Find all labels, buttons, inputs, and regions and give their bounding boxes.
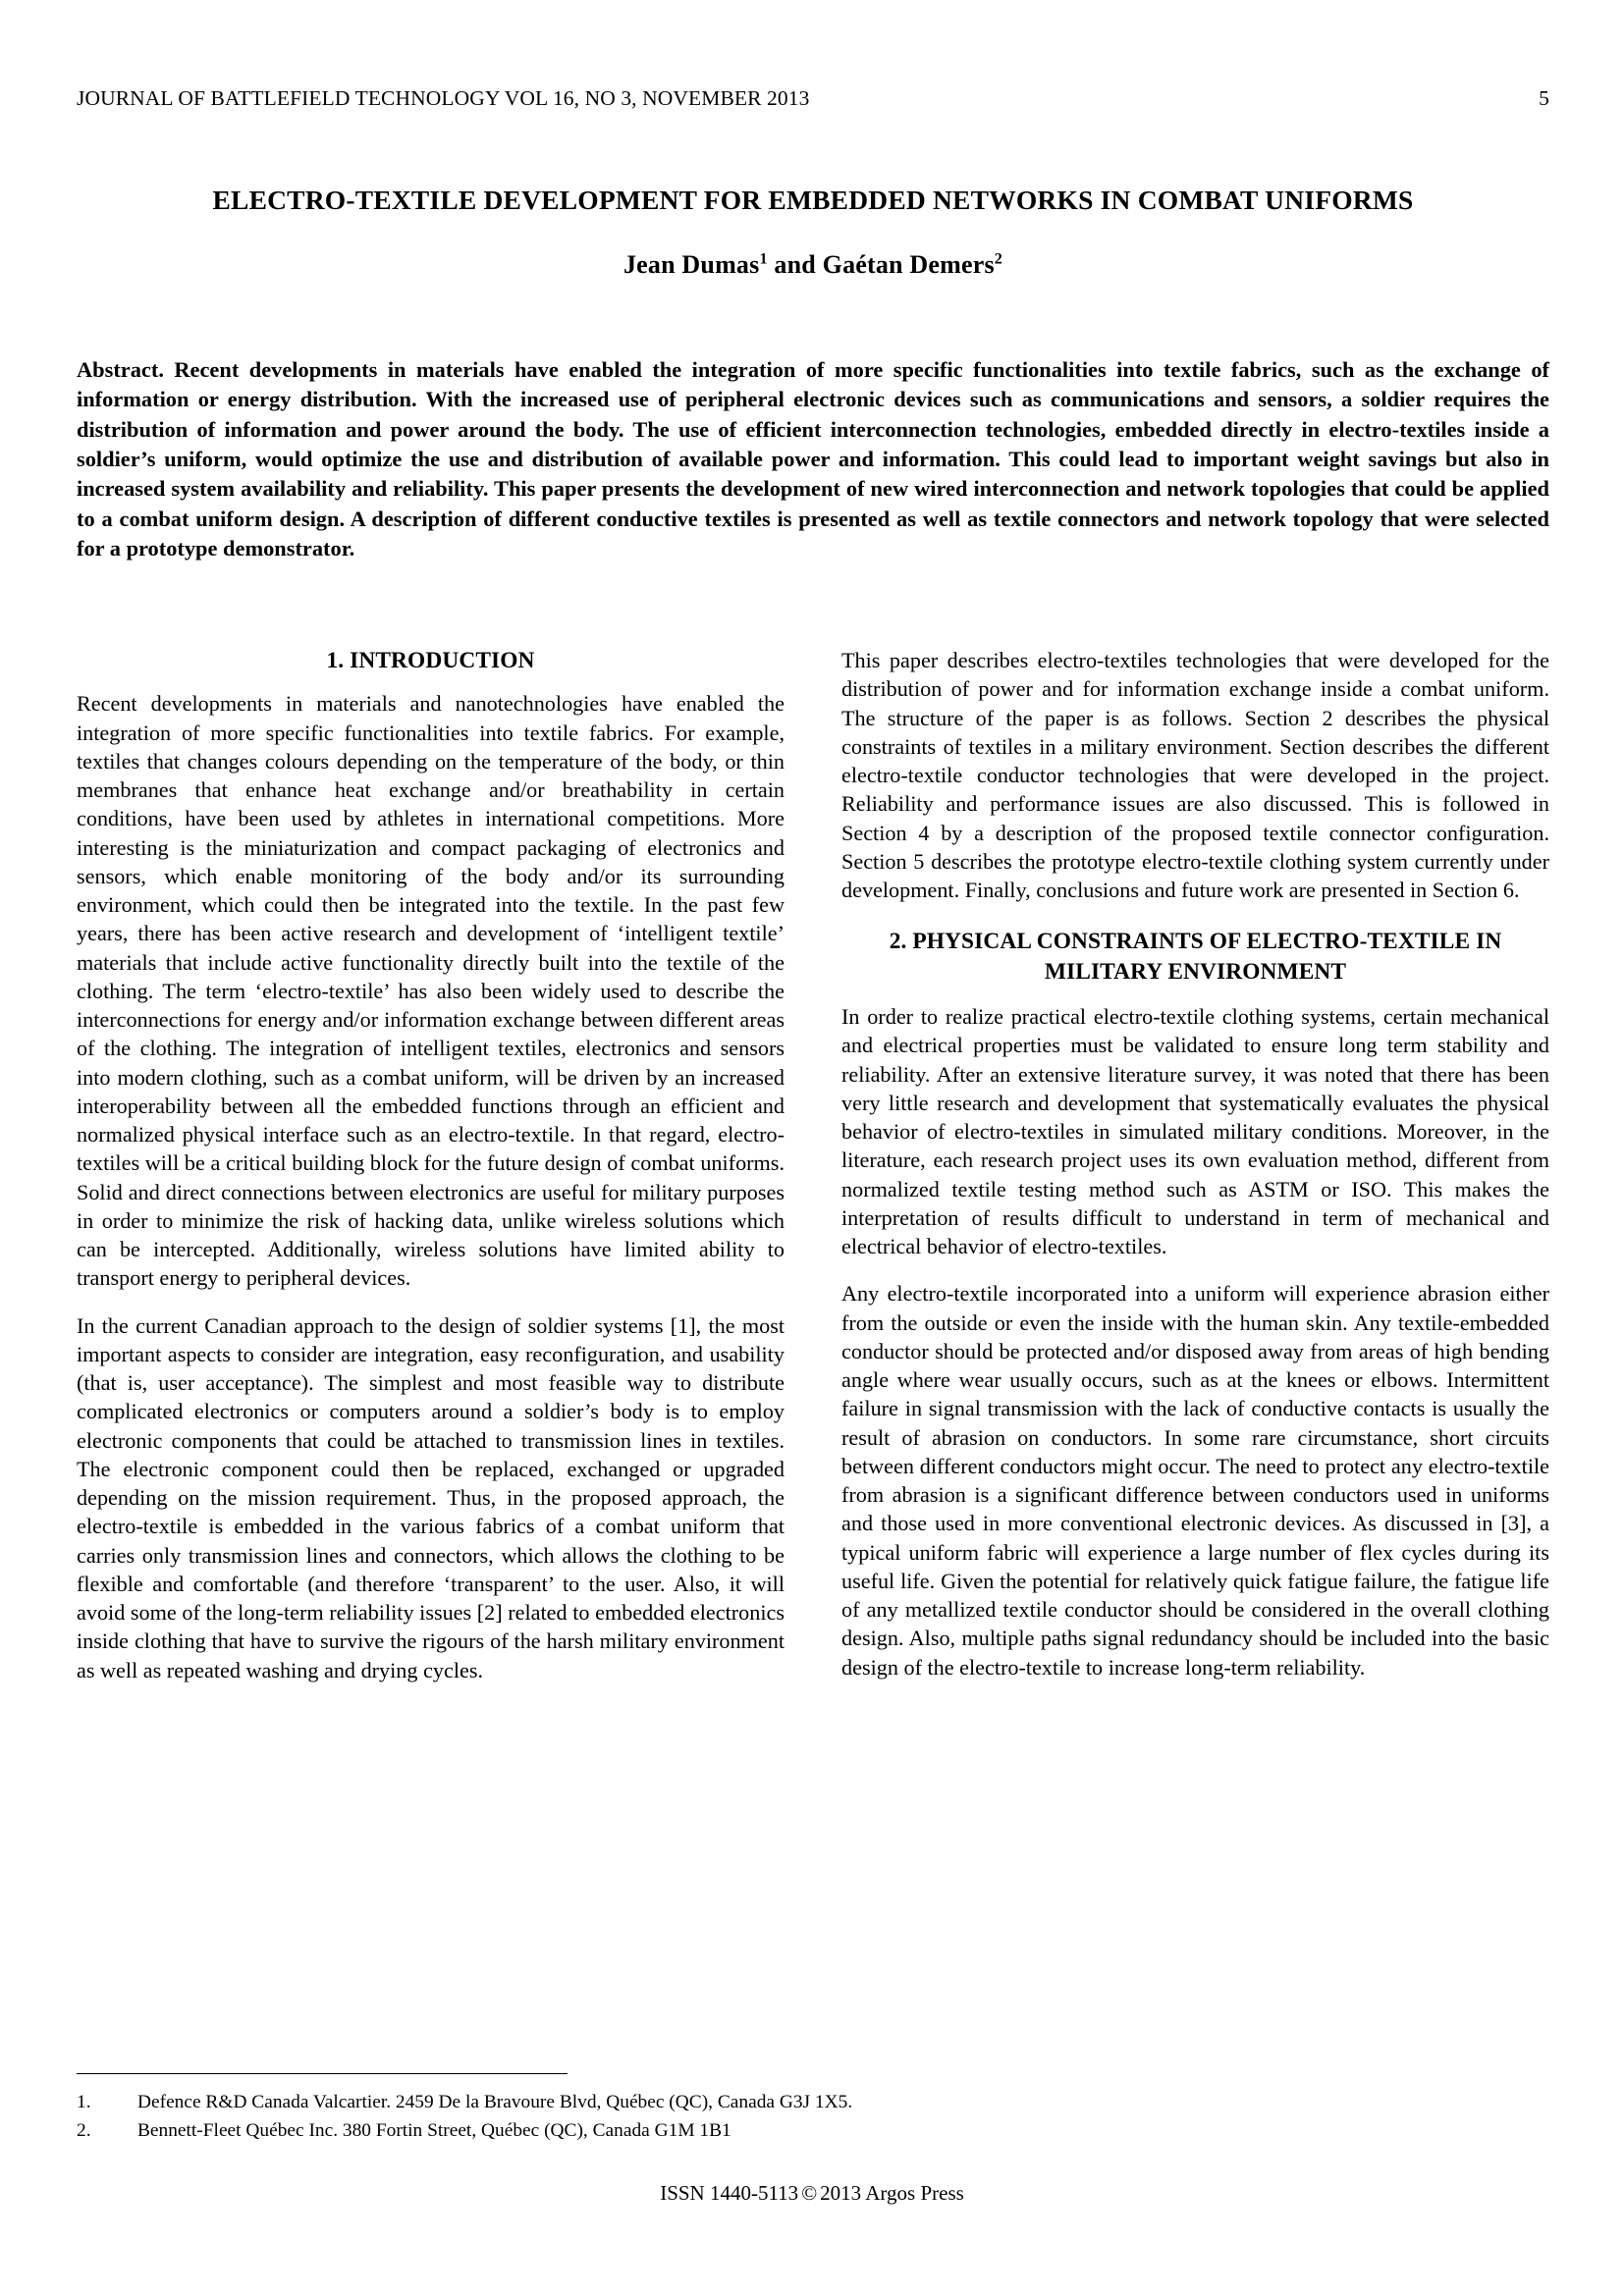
body-paragraph: In order to realize practical electro-textile clothing systems, certain mechanical and electrical properties must be validated to ensure long term stability and reliability. After an extensive literature survey, it was noted that there has been very little research and development that systematically evaluates the physical behavior of electro-textiles in simulated military conditions. Moreover, in the literature, each research project uses its own evaluation method, different from normalized textile testing method such as ASTM or ISO. This makes the interpretation of results difficult to understand in term of mechanical and electrical behavior of electro-textiles.: [841, 1004, 1549, 1259]
footnote-text: Defence R&D Canada Valcartier. 2459 De la Bravoure Blvd, Québec (QC), Canada G3J 1X5.: [137, 2092, 853, 2112]
copyright-icon: ©: [801, 2181, 818, 2205]
footnote-item: [77, 2089, 1549, 2117]
section-heading-physical-constraints: 2. PHYSICAL CONSTRAINTS OF ELECTRO-TEXTILE IN MILITARY ENVIRONMENT: [889, 929, 1502, 985]
title-block: [77, 183, 1549, 280]
body-columns: [77, 646, 1549, 2040]
footnote-separator: [77, 2073, 568, 2074]
author-conjunction: and: [767, 250, 823, 280]
running-head: [77, 86, 1549, 111]
page-footer: [0, 2181, 1624, 2206]
author-affiliation-marker-2: 2: [994, 250, 1003, 268]
author-name-2: Gaétan Demers: [822, 250, 995, 280]
issn-text: ISSN 1440-5113: [660, 2181, 799, 2205]
footnote-text: Bennett-Fleet Québec Inc. 380 Fortin Street, Québec (QC), Canada G1M 1B1: [137, 2119, 731, 2141]
body-paragraph: In the current Canadian approach to the design of soldier systems [1], the most important aspects to consider are integration, easy reconfiguration, and usability (that is, user acceptance). The simplest and most feasible way to distribute complicated electronics or computers around a soldier’s body is to employ electronic components that could be attached to transmission lines in textiles. The electronic component could then be replaced, exchanged or upgraded depending on the mission requirement. Thus, in the proposed approach, the electro-textile is embedded in the various fabrics of a combat uniform that carries only transmission lines and connectors, which allows the clothing to be flexible and comfortable (and therefore ‘transparent’ to the user. Also, it will avoid some of the long-term reliability issues [2] related to embedded electronics inside clothing that have to survive the rigours of the harsh military environment as well as repeated washing and drying cycles.: [77, 1312, 785, 1682]
author-name-1: Jean Dumas: [623, 250, 760, 280]
author-list: [77, 250, 1549, 280]
page-title: ELECTRO-TEXTILE DEVELOPMENT FOR EMBEDDED NETWORKS IN COMBAT UNIFORMS: [212, 185, 1414, 215]
body-paragraph: This paper describes electro-textiles technologies that were developed for the distribution of power and for information exchange inside a combat uniform. The structure of the paper is as follows. Section 2 describes the physical constraints of textiles in a military environment. Section describes the different electro-textile conductor technologies that were developed in the project. Reliability and performance issues are also discussed. This is followed in Section 4 by a description of the proposed textile connector configuration. Section 5 describes the prototype electro-textile clothing system currently under development. Finally, conclusions and future work are presented in Section 6.: [841, 648, 1549, 902]
author-affiliation-marker-1: 1: [759, 250, 768, 268]
publisher-text: 2013 Argos Press: [820, 2181, 964, 2205]
body-paragraph: Any electro-textile incorporated into a uniform will experience abrasion either from the outside or even the inside with the human skin. Any textile-embedded conductor should be protected and/or disposed away from areas of high bending angle where wear usually occurs, such as at the knees or elbows. Intermittent failure in signal transmission with the lack of conductive contacts is usually the result of abrasion on conductors. In some rare circumstance, short circuits between different conductors might occur. The need to protect any electro-textile from abrasion is a significant difference between conductors used in uniforms and those used in more conventional electronic devices. As discussed in [3], a typical uniform fabric will experience a large number of flex cycles during its useful life. Given the potential for relatively quick fatigue failure, the fatigue life of any metallized textile conductor should be considered in the overall clothing design. Also, multiple paths signal redundancy should be included into the basic design of the electro-textile to increase long-term reliability.: [841, 1281, 1549, 1680]
footnote-number: 1.: [77, 2092, 91, 2112]
footnote-list: [77, 2089, 1549, 2145]
left-column: [77, 646, 785, 2040]
abstract-paragraph: Abstract. Recent developments in materials have enabled the integration of more specific functionalities into textile fabrics, such as the exchange of information or energy distribution. With the increased use of peripheral electronic devices such as communications and sensors, a soldier requires the distribution of information and power around the body. The use of efficient interconnection technologies, embedded directly in electro-textiles inside a soldier’s uniform, would optimize the use and distribution of available power and information. This could lead to important weight savings but also in increased system availability and reliability. This paper presents the development of new wired interconnection and network topologies that could be applied to a combat uniform design. A description of different conductive textiles is presented as well as textile connectors and network topology that were selected for a prototype demonstrator.: [77, 357, 1549, 561]
body-paragraph: Recent developments in materials and nanotechnologies have enabled the integration of more specific functionalities into textile fabrics. For example, textiles that changes colours depending on the temperature of the body, or thin membranes that enhance heat exchange and/or breathability in certain conditions, have been used by athletes in international competitions. More interesting is the miniaturization and compact packaging of electronics and sensors, which enable monitoring of the body and/or its surrounding environment, which could then be integrated into the textile. In the past few years, there has been active research and development of ‘intelligent textile’ materials that include active functionality directly built into the textile of the clothing. The term ‘electro-textile’ has also been widely used to describe the interconnections for energy and/or information exchange between different areas of the clothing. The integration of intelligent textiles, electronics and sensors into modern clothing, such as a combat uniform, will be driven by an increased interoperability between all the embedded functions through an efficient and normalized physical interface such as an electro-textile. In that regard, electro-textiles will be a critical building block for the future design of combat uniforms. Solid and direct connections between electronics are useful for military purposes in order to minimize the risk of hacking data, unlike wireless solutions which can be intercepted. Additionally, wireless solutions have limited ability to transport energy to peripheral devices.: [77, 691, 785, 1291]
right-column: [841, 646, 1549, 2040]
section-heading-introduction: 1. INTRODUCTION: [326, 648, 535, 673]
page-number: 5: [1539, 86, 1549, 110]
footnote-item: [77, 2117, 1549, 2146]
footnote-number: 2.: [77, 2119, 91, 2141]
journal-title-line: JOURNAL OF BATTLEFIELD TECHNOLOGY VOL 16, NO 3, NOVEMBER 2013: [77, 86, 810, 110]
